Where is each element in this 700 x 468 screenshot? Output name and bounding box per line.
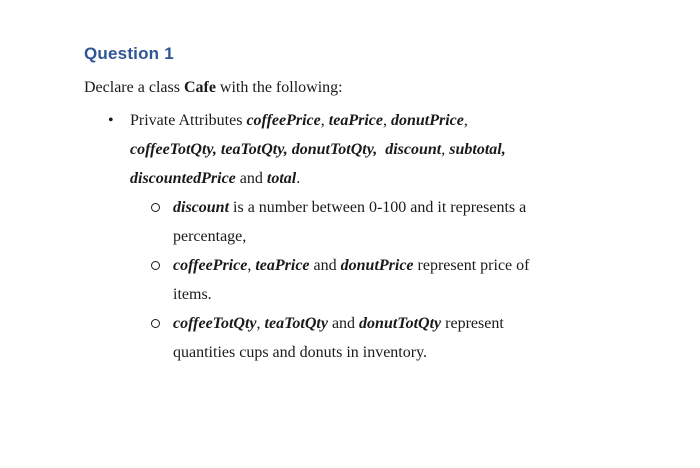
sub-item-quantities [151,309,671,367]
conjunction: and [327,315,360,332]
bullet-text [130,106,650,193]
hollow-circle-marker-icon [151,203,160,212]
term-donut-price: donutPrice [340,257,414,274]
term-donut-tot-qty: donutTotQty [359,315,442,332]
period: . [296,170,301,187]
intro-text-post: with the following: [215,79,343,96]
attr-tot-qty-group: coffeeTotQty, teaTotQty, donutTotQty, [130,141,378,158]
attr-donut-price: donutPrice [390,112,464,129]
separator: , [441,141,450,158]
attr-discounted-price: discountedPrice [130,170,236,187]
sub-item-text [173,309,504,367]
bullet-marker: • [108,112,114,129]
term-coffee-tot-qty: coffeeTotQty [173,315,257,332]
hollow-circle-marker-icon [151,319,160,328]
attribute-details-list [151,193,671,367]
bullet-line-3 [130,164,650,193]
class-name: Cafe [183,79,216,96]
separator: , [256,315,265,332]
term-coffee-price: coffeePrice [173,257,248,274]
description: is a number between 0-100 and it represents a [229,199,527,216]
sub-item-discount [151,193,671,251]
term-tea-price: teaPrice [255,257,310,274]
attr-total: total [266,170,297,187]
question-heading: Question 1 [84,44,174,63]
separator: , [247,257,256,274]
sub-item-line-2: quantities cups and donuts in inventory. [173,344,428,361]
attr-tea-price: teaPrice [328,112,383,129]
bullet-line-1 [130,106,650,135]
conjunction: and [235,170,267,187]
description: represent [441,315,504,332]
intro-sentence [84,78,343,98]
conjunction: and [309,257,341,274]
description: represent price of [413,257,530,274]
term-discount: discount [173,199,230,216]
sub-item-line-1 [173,309,504,338]
intro-text-pre: Declare a class [84,79,184,96]
term-tea-tot-qty: teaTotQty [264,315,328,332]
separator: , [382,112,391,129]
sub-item-line-1 [173,251,529,280]
sub-item-line-1 [173,193,526,222]
sub-item-text [173,193,526,251]
attr-subtotal: subtotal, [449,141,506,158]
sub-item-line-2: percentage, [173,228,247,245]
attributes-label: Private Attributes [130,112,247,129]
separator: , [320,112,329,129]
sub-item-text [173,251,529,309]
sub-item-prices [151,251,671,309]
bullet-line-2 [130,135,650,164]
attr-coffee-price: coffeePrice [246,112,321,129]
separator: , [463,112,468,129]
sub-item-line-2: items. [173,286,212,303]
hollow-circle-marker-icon [151,261,160,270]
attr-discount: discount [385,141,442,158]
